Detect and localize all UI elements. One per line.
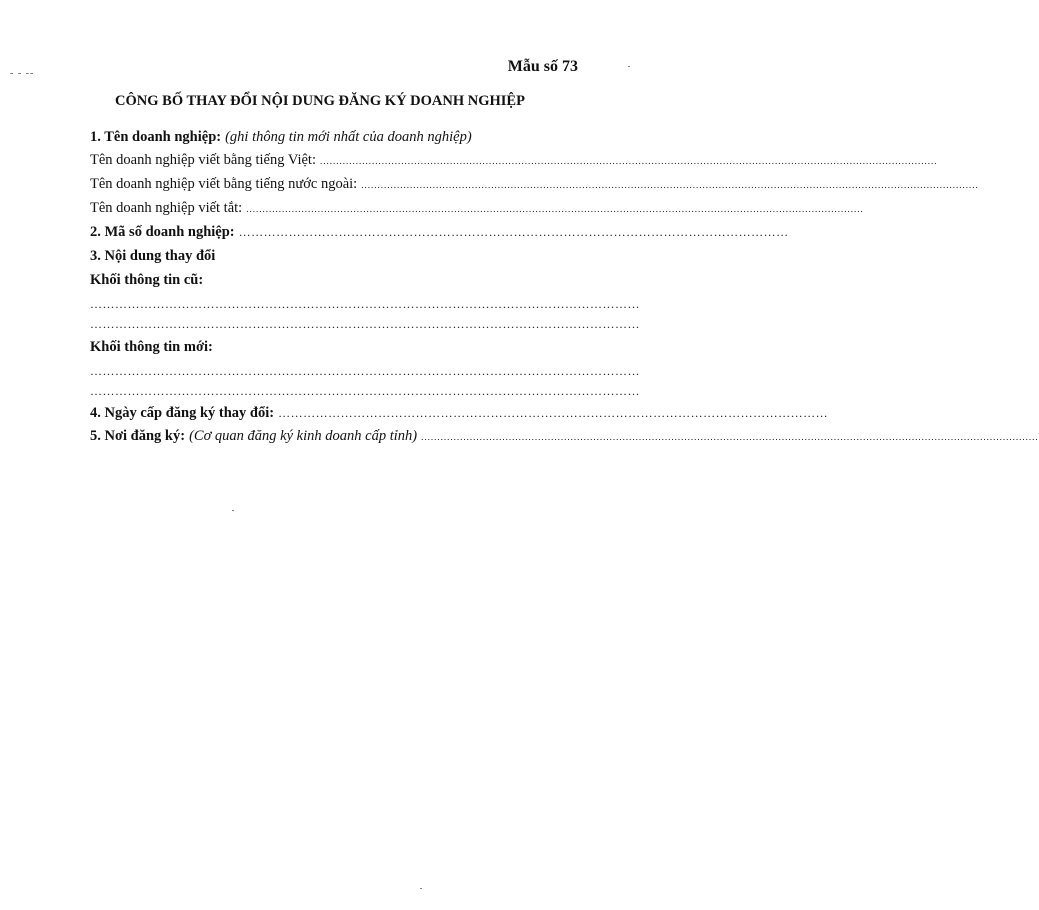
enterprise-code-field[interactable]: …………………………………………………………………………………………………………………… [238,225,789,239]
section-1-note: (ghi thông tin mới nhất của doanh nghiệp) [225,129,472,145]
new-block-dots-1 [90,361,640,381]
old-block-dots-2 [90,314,640,334]
section-3-heading: 3. Nội dung thay đổi [90,248,216,264]
corner-mark: - - -- [10,68,35,79]
vn-name-field[interactable]: .............................................................................................................................................................................................. [319,156,938,166]
vn-name-label: Tên doanh nghiệp viết bằng tiếng Việt: [90,152,316,168]
section-2-heading: 2. Mã số doanh nghiệp: [90,224,235,240]
old-block-field-1[interactable]: …………………………………………………………………………………………………………………… [90,297,640,311]
registration-place-field[interactable]: .............................................................................................................................................................................................. [421,432,1039,442]
old-block-line [90,270,574,290]
document-title: CÔNG BỐ THAY ĐỔI NỘI DUNG ĐĂNG KÝ DOANH NGHIỆP [115,93,525,109]
section-5-heading: 5. Nơi đăng ký: [90,428,186,444]
new-block-dots-2 [90,381,640,401]
new-block-field-1[interactable]: …………………………………………………………………………………………………………………… [90,364,640,378]
old-block-label: Khối thông tin cũ: [90,272,204,288]
short-name-line [90,198,864,219]
change-date-field[interactable]: …………………………………………………………………………………………………………………… [278,406,829,420]
section-4-heading: 4. Ngày cấp đăng ký thay đổi: [90,405,275,421]
old-block-field-2[interactable]: …………………………………………………………………………………………………………………… [90,317,640,331]
section-4-line [90,403,829,423]
section-1-heading: 1. Tên doanh nghiệp: [90,129,222,145]
scan-speck [420,888,422,889]
new-block-label: Khối thông tin mới: [90,339,213,355]
form-number: Mẫu số 73 [507,58,578,75]
section-5-note: (Cơ quan đăng ký kinh doanh cấp tỉnh) [189,428,418,444]
foreign-name-field[interactable]: .............................................................................................................................................................................................. [361,180,979,190]
section-3-line [90,246,574,266]
scan-speck [232,510,234,511]
scan-speck [628,66,630,67]
section-2-line [90,222,789,242]
foreign-name-label: Tên doanh nghiệp viết bằng tiếng nước ngoài: [90,176,358,192]
section-5-line [90,426,1039,447]
new-block-field-2[interactable]: …………………………………………………………………………………………………………………… [90,384,640,398]
short-name-field[interactable]: .............................................................................................................................................................................................. [246,204,864,214]
section-1-heading-line [90,127,574,147]
new-block-line [90,337,574,357]
short-name-label: Tên doanh nghiệp viết tắt: [90,200,243,216]
old-block-dots-1 [90,294,640,314]
foreign-name-line [90,174,979,195]
vn-name-line [90,150,938,171]
